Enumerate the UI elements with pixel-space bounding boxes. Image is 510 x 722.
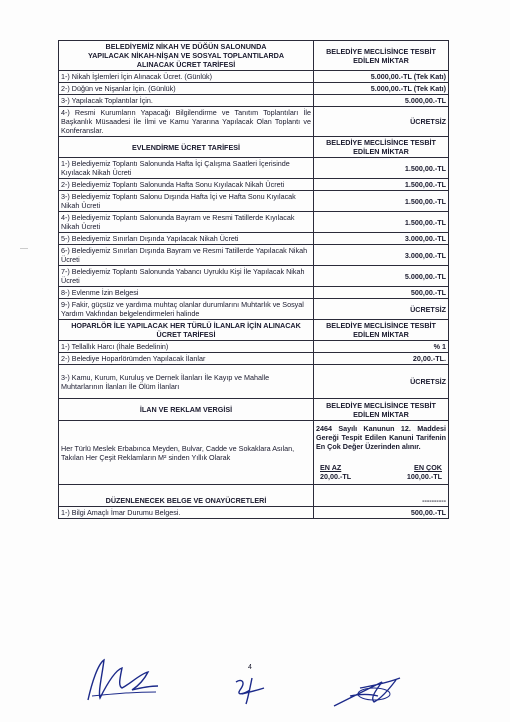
row-amount: 3.000,00.-TL (314, 245, 449, 266)
max-value: 100,00.-TL (406, 472, 442, 481)
section3-title-line1: HOPARLÖR İLE YAPILACAK HER TÜRLÜ İLANLAR İÇİN ALINACAK (71, 321, 301, 330)
row-label: 1-) Nikah İşlemleri İçin Alınacak Ücret. (Günlük) (59, 71, 314, 83)
max-label: EN ÇOK (414, 463, 442, 472)
table-row (59, 245, 449, 266)
min-value: 20,00.-TL (320, 472, 352, 481)
table-row (59, 212, 449, 233)
row-amount: 5.000,00.-TL (Tek Katı) (314, 71, 449, 83)
table-row (59, 341, 449, 353)
section1-title-line3: ALINACAK ÜCRET TARİFESİ (136, 60, 236, 69)
row-amount: % 1 (314, 341, 449, 353)
table-row (59, 107, 449, 137)
section4-amount-cell (314, 421, 449, 485)
section3-header-row (59, 320, 449, 341)
min-label: EN AZ (320, 463, 342, 472)
section4-minmax-labels (316, 463, 446, 472)
row-label: 4-) Resmi Kurumların Yapacağı Bilgilendirme ve Tanıtım Toplantıları İle Başkanlık Müsaadesi İle İlmi ve Kamu Yararına Yapılacak Olan Toplantı ve Konferanslar. (59, 107, 314, 137)
table-row (59, 83, 449, 95)
row-label: 1-) Bilgi Amaçlı İmar Durumu Belgesi. (59, 507, 314, 519)
row-label: 4-) Belediyemiz Toplantı Salonunda Bayram ve Resmi Tatillerde Kıyılacak Nikah Ücreti (59, 212, 314, 233)
section2-title: EVLENDİRME ÜCRET TARİFESİ (59, 137, 314, 158)
row-label: 6-) Belediyemiz Sınırları Dışında Bayram ve Resmi Tatillerde Yapılacak Nikah Ücreti (59, 245, 314, 266)
row-amount: 5.000,00.-TL (314, 266, 449, 287)
row-label: 8-) Evlenme İzin Belgesi (59, 287, 314, 299)
table-row (59, 299, 449, 320)
row-label: 1-) Tellallık Harcı (İhale Bedelinin) (59, 341, 314, 353)
row-amount: 1.500,00.-TL (314, 179, 449, 191)
section3-title (59, 320, 314, 341)
row-label: 1-) Belediyemiz Toplantı Salonunda Hafta İçi Çalışma Saatleri İçerisinde Kıyılacak Nikah Ücreti (59, 158, 314, 179)
row-label: 3-) Kamu, Kurum, Kuruluş ve Dernek İlanları İle Kayıp ve Mahalle Muhtarlarının İlanları İle Ölüm İlanları (59, 365, 314, 399)
row-label: 9-) Fakir, güçsüz ve yardıma muhtaç olanlar durumlarını Muhtarlık ve Sosyal Yardım Vakfından belgelendirmeleri halinde (59, 299, 314, 320)
row-amount: ÜCRETSİZ (314, 299, 449, 320)
row-label: 7-) Belediyemiz Toplantı Salonunda Yabancı Uyruklu Kişi İle Yapılacak Nikah Ücreti (59, 266, 314, 287)
section5-title: DÜZENLENECEK BELGE VE ONAYÜCRETLERİ (59, 485, 314, 507)
row-amount: 500,00.-TL (314, 507, 449, 519)
section4-minmax-values (316, 472, 446, 481)
row-amount: 3.000,00.-TL (314, 233, 449, 245)
row-label: 3-) Belediyemiz Toplantı Salonu Dışında Hafta İçi ve Hafta Sonu Kıyılacak Nikah Ücreti (59, 191, 314, 212)
row-label: 2-) Belediyemiz Toplantı Salonunda Hafta Sonu Kıyılacak Nikah Ücreti (59, 179, 314, 191)
table-row (59, 71, 449, 83)
section1-header-row (59, 41, 449, 71)
table-row (59, 421, 449, 485)
table-row (59, 287, 449, 299)
row-amount: 20,00.-TL. (314, 353, 449, 365)
row-amount: 1.500,00.-TL (314, 191, 449, 212)
table-row (59, 191, 449, 212)
row-amount: 5.000,00.-TL (314, 95, 449, 107)
section4-note: 2464 Sayılı Kanunun 12. Maddesi Gereği Tespit Edilen Kanuni Tarifenin En Çok Değer Üzerinden alınır. (316, 424, 446, 451)
section4-row-label: Her Türlü Meslek Erbabınca Meyden, Bulvar, Cadde ve Sokaklara Asılan, Takılan Her Çeşit Reklamların M² sinden Yıllık Olarak (59, 421, 314, 485)
section1-amount-header: BELEDİYE MECLİSİNCE TESBİT EDİLEN MİKTAR (314, 41, 449, 71)
section1-title (59, 41, 314, 71)
section3-title-line2: ÜCRET TARİFESİ (156, 330, 216, 339)
row-amount: 500,00.-TL (314, 287, 449, 299)
table-row (59, 158, 449, 179)
section4-title: İLAN VE REKLAM VERGİSİ (59, 399, 314, 421)
section3-amount-header: BELEDİYE MECLİSİNCE TESBİT EDİLEN MİKTAR (314, 320, 449, 341)
table-row (59, 365, 449, 399)
row-amount: ÜCRETSİZ (314, 107, 449, 137)
section2-amount-header: BELEDİYE MECLİSİNCE TESBİT EDİLEN MİKTAR (314, 137, 449, 158)
table-row (59, 95, 449, 107)
row-label: 2-) Düğün ve Nişanlar İçin. (Günlük) (59, 83, 314, 95)
row-amount: ÜCRETSİZ (314, 365, 449, 399)
row-amount: 5.000,00.-TL (Tek Katı) (314, 83, 449, 95)
table-row (59, 266, 449, 287)
signature-middle (228, 672, 268, 708)
section4-amount-header: BELEDİYE MECLİSİNCE TESBİT EDİLEN MİKTAR (314, 399, 449, 421)
signature-left (82, 652, 162, 708)
table-row (59, 507, 449, 519)
section4-header-row (59, 399, 449, 421)
row-amount: 1.500,00.-TL (314, 212, 449, 233)
section5-dashes: ---------- (314, 485, 449, 507)
table-row (59, 179, 449, 191)
row-label: 5-) Belediyemiz Sınırları Dışında Yapılacak Nikah Ücreti (59, 233, 314, 245)
page-number: 4 (248, 664, 252, 671)
fee-schedule-table (58, 40, 449, 519)
table-row (59, 233, 449, 245)
section5-header-row (59, 485, 449, 507)
scan-edge-mark (20, 248, 28, 249)
signature-right (330, 668, 410, 712)
row-label: 3-) Yapılacak Toplantılar İçin. (59, 95, 314, 107)
section2-header-row (59, 137, 449, 158)
section1-title-line2: YAPILACAK NİKAH-NİŞAN VE SOSYAL TOPLANTILARDA (87, 51, 285, 60)
row-label: 2-) Belediye Hoparlörümden Yapılacak İlanlar (59, 353, 314, 365)
table-row (59, 353, 449, 365)
row-amount: 1.500,00.-TL (314, 158, 449, 179)
section1-title-line1: BELEDİYEMİZ NİKAH VE DÜĞÜN SALONUNDA (105, 42, 267, 51)
